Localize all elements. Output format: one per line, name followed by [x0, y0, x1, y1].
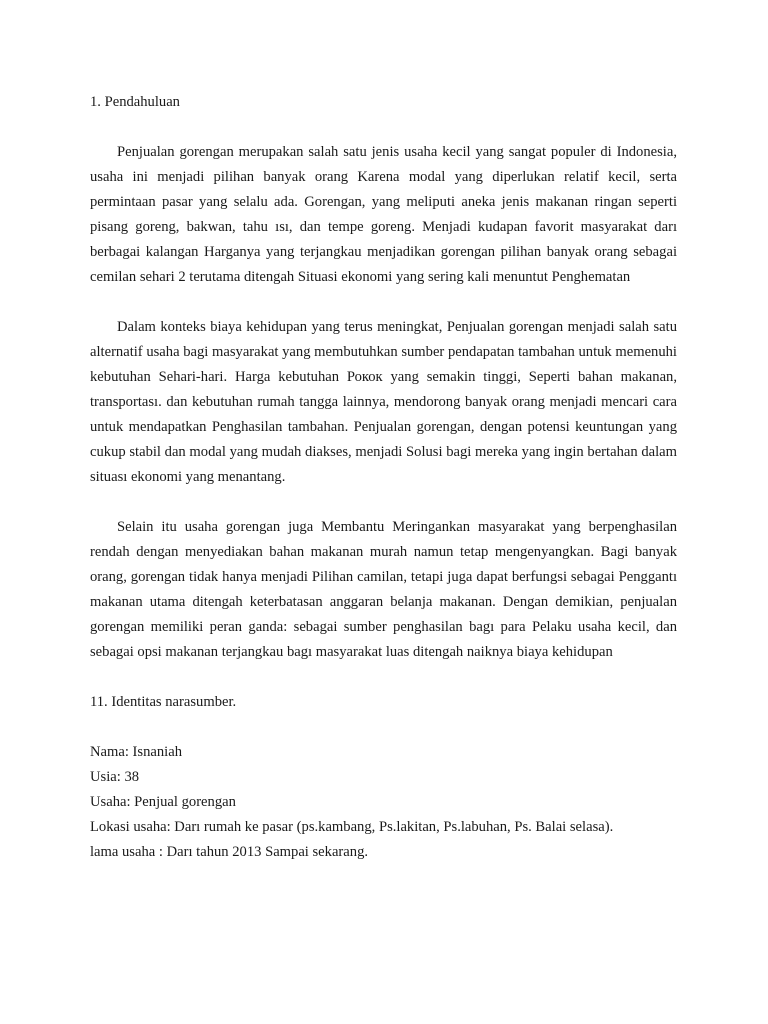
info-usia: Usia: 38: [90, 769, 140, 785]
spacer: [90, 490, 677, 515]
info-nama: Nama: Isnaniah: [90, 744, 182, 760]
paragraph-intro: Penjualan gorengan merupakan salah satu jenis usaha kecil yang sangat populer di Indonesia, usaha ini menjadi pilihan banyak orang Karena modal yang diperlukan relatif kecil, serta permintaan pasar yang selalu ada. Gorengan, yang meliputi aneka jenis makanan ringan seperti pisang goreng, bakwan, tahu ısı, dan tempe goreng. Menjadi kudapan favorit masyarakat darı berbagai kalangan Harganya yang terjangkau menjadikan gorengan pilihan banyak orang sebagai cemilan sehari 2 terutama ditengah Situasi ekonomi yang sering kali menuntut Penghematan: [90, 144, 677, 285]
spacer: [90, 665, 677, 690]
spacer: [90, 290, 677, 315]
section-heading-identitas: 11. Identitas narasumber.: [90, 694, 237, 710]
spacer: [90, 115, 677, 140]
section-heading-pendahuluan: 1. Pendahuluan: [90, 94, 180, 110]
info-usaha: Usaha: Penjual gorengan: [90, 794, 236, 810]
document-content: [90, 90, 677, 865]
paragraph-benefit: Selain itu usaha gorengan juga Membantu Meringankan masyarakat yang berpenghasilan rendah dengan menyediakan bahan makanan murah namun tetap mengenyangkan. Bagi banyak orang, gorengan tidak hanya menjadi Pilihan camilan, tetapi juga dapat berfungsi sebagai Penggantı makanan utama ditengah keterbatasan anggaran belanja makanan. Dengan demikian, penjualan gorengan memiliki peran ganda: sebagai sumber penghasilan bagı para Pelaku usaha kecil, dan sebagai opsi makanan terjangkau bagı masyarakat luas ditengah naiknya biaya kehidupan: [90, 519, 677, 660]
spacer: [90, 715, 677, 740]
paragraph-context: Dalam konteks biaya kehidupan yang terus meningkat, Penjualan gorengan menjadi salah satu alternatif usaha bagi masyarakat yang membutuhkan sumber pendapatan tambahan untuk memenuhi kebutuhan Sehari-hari. Harga kebutuhan Рокок yang semakin tinggi, Seperti bahan makanan, transportası. dan kebutuhan rumah tangga lainnya, mendorong banyak orang menjadi mencari cara untuk mendapatkan Penghasilan tambahan. Penjualan gorengan, dengan potensi keuntungan yang cukup stabil dan modal yang mudah diakses, menjadi Solusi bagi mereka yang ingin bertahan dalam situası ekonomi yang menantang.: [90, 319, 677, 485]
info-lama-usaha: lama usaha : Darı tahun 2013 Sampai sekarang.: [90, 844, 369, 860]
info-lokasi: Lokasi usaha: Darı rumah ke pasar (ps.kambang, Ps.lakitan, Ps.labuhan, Ps. Balai selasa).: [90, 819, 614, 835]
